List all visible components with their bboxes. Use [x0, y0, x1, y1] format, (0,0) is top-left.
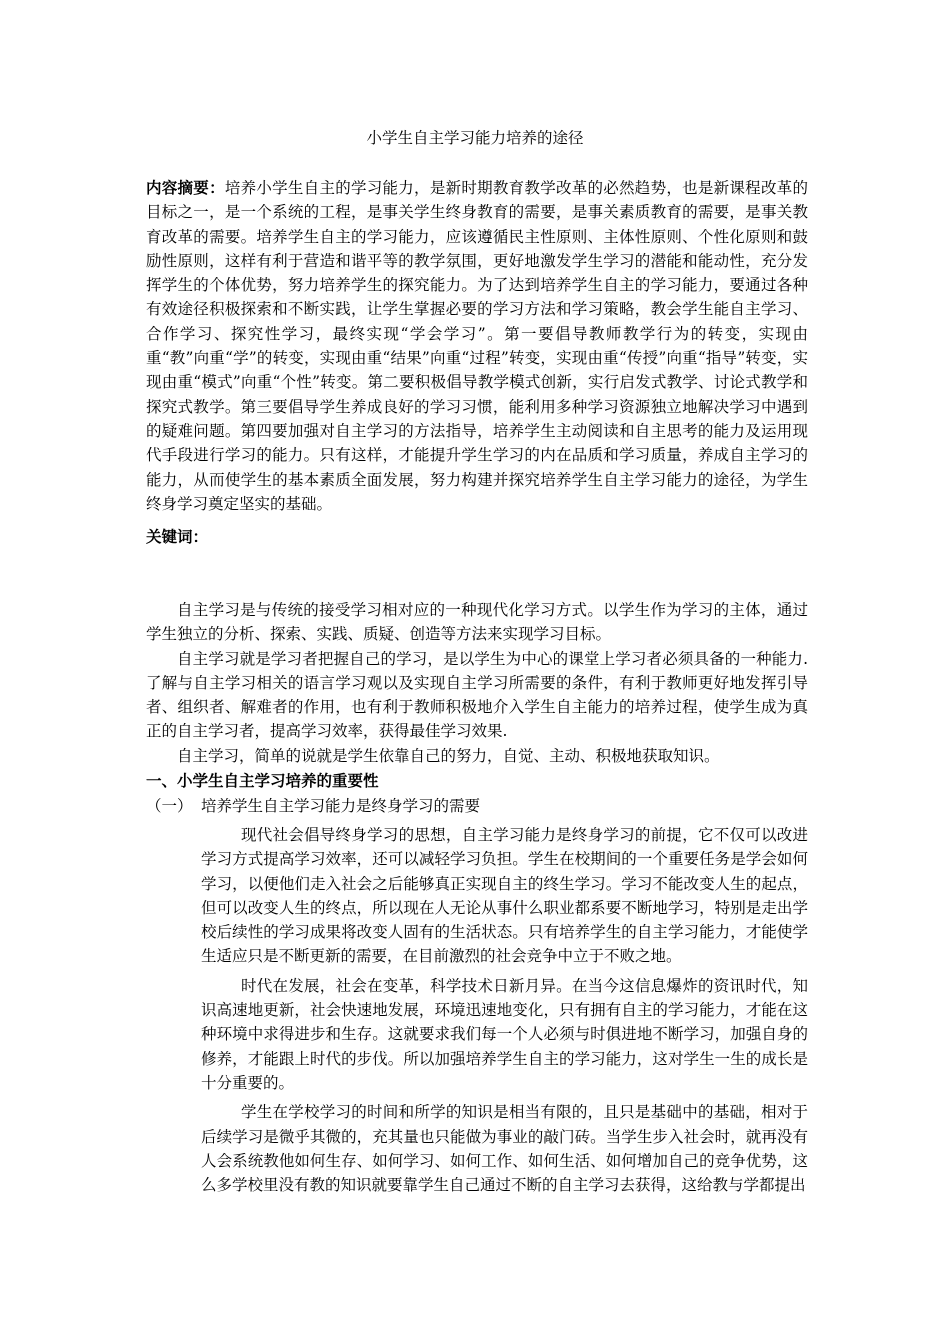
abstract-text: 培养小学生自主的学习能力，是新时期教育教学改革的必然趋势，也是新课程改革的目标之一，是一个系统的工程，是事关学生终身教育的需要，是事关素质教育的需要，是事关教育改革的需要。培养学生自主的学习能力，应该遵循民主性原则、主体性原则、个性化原则和鼓励性原则，这样有利于营造和谐平等的教学氛围，更好地激发学生学习的潜能和能动性，充分发挥学生的个体优势，努力培养学生的探究能力。为了达到培养学生自主的学习能力，要通过各种有效途径积极探索和不断实践，让学生掌握必要的学习方法和学习策略，教会学生能自主学习、合作学习、探究性学习，最终实现“学会学习”。第一要倡导教师教学行为的转变，实现由重“教”向重“学”的转变，实现由重“结果”向重“过程”转变，实现由重“传授”向重“指导”转变，实现由重“模式”向重“个性”转变。第二要积极倡导教学模式创新，实行启发式教学、讨论式教学和探究式教学。第三要倡导学生养成良好的学习习惯，能利用多种学习资源独立地解决学习中遇到的疑难问题。第四要加强对自主学习的方法指导，培养学生主动阅读和自主思考的能力及运用现代手段进行学习的能力。只有这样，才能提升学生学习的内在品质和学习质量，养成自主学习的能力，从而使学生的基本素质全面发展，努力构建并探究培养学生自主学习能力的途径，为学生终身学习奠定坚实的基础。 — [146, 179, 808, 513]
intro-paragraph: 自主学习，简单的说就是学生依靠自己的努力，自觉、主动、积极地获取知识。 — [177, 746, 720, 765]
section-heading: 一、小学生自主学习培养的重要性 — [146, 772, 379, 790]
abstract — [146, 176, 808, 516]
subsection-heading — [146, 794, 480, 818]
subsection-number: （一） — [146, 797, 193, 815]
document-title: 小学生自主学习能力培养的途径 — [366, 129, 584, 147]
body-paragraph: 学生在学校学习的时间和所学的知识是相当有限的，且只是基础中的基础，相对于后续学习是微乎其微的，充其量也只能做为事业的敲门砖。当学生步入社会时，就再没有人会系统教他如何生存、如何学习、如何工作、如何生活、如何增加自己的竞争优势，这么多学校里没有教的知识就要靠学生自己通过不断的自主学习去获得，这给教与学都提出 — [201, 1103, 808, 1195]
subsection-title: 培养学生自主学习能力是终身学习的需要 — [201, 797, 481, 815]
abstract-label: 内容摘要： — [146, 179, 225, 197]
intro-section — [146, 598, 808, 768]
intro-paragraph: 自主学习就是学习者把握自己的学习，是以学生为中心的课堂上学习者必须具备的一种能力. 了解与自主学习相关的语言学习观以及实现自主学习所需要的条件，有利于教师更好地发挥引导者、组织者、解难者的作用，也有利于教师积极地介入学生自主能力的培养过程，使学生成为真正的自主学习者，提高学习效率，获得最佳学习效果. — [146, 649, 808, 741]
keywords — [146, 525, 208, 549]
subsection-body — [201, 823, 808, 1202]
intro-paragraph: 自主学习是与传统的接受学习相对应的一种现代化学习方式。以学生作为学习的主体，通过学生独立的分析、探索、实践、质疑、创造等方法来实现学习目标。 — [146, 601, 808, 644]
keywords-label: 关键词： — [146, 528, 209, 546]
body-paragraph: 时代在发展，社会在变革，科学技术日新月异。在当今这信息爆炸的资讯时代，知识高速地更新，社会快速地发展，环境迅速地变化，只有拥有自主的学习能力，才能在这种环境中求得进步和生存。这就要求我们每一个人必须与时俱进地不断学习，加强自身的修养，才能跟上时代的步伐。所以加强培养学生自主的学习能力，这对学生一生的成长是十分重要的。 — [201, 976, 808, 1092]
body-paragraph: 现代社会倡导终身学习的思想，自主学习能力是终身学习的前提，它不仅可以改进学习方式提高学习效率，还可以减轻学习负担。学生在校期间的一个重要任务是学会如何学习，以便他们走入社会之后能够真正实现自主的终生学习。学习不能改变人生的起点，但可以改变人生的终点，所以现在人无论从事什么职业都系要不断地学习，特别是走出学校后续性的学习成果将改变人固有的生活状态。只有培养学生的自主学习能力，才能使学生适应只是不断更新的需要，在目前激烈的社会竞争中立于不败之地。 — [201, 826, 808, 966]
